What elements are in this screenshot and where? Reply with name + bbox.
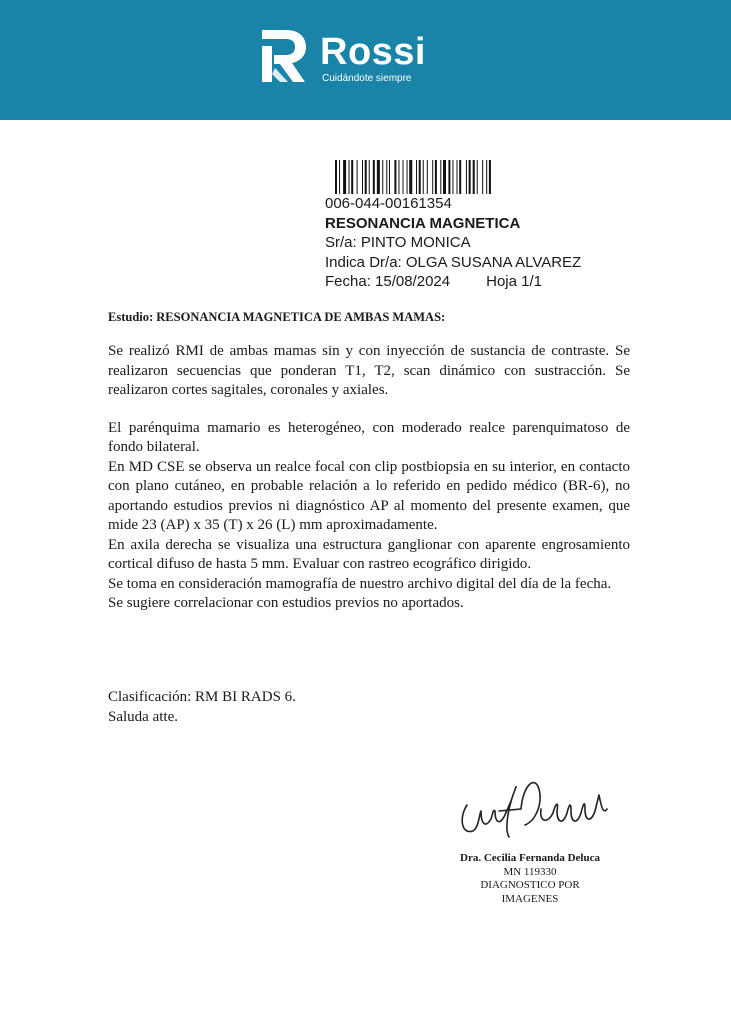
- signature-icon: [455, 765, 630, 845]
- rossi-logo-icon: [258, 28, 308, 84]
- page-number: Hoja 1/1: [486, 273, 542, 290]
- report-code: 006-044-00161354: [325, 195, 452, 212]
- report-date: Fecha: 15/08/2024: [325, 273, 451, 290]
- brand-logo: [258, 28, 458, 90]
- referring-doctor: Indica Dr/a: OLGA SUSANA ALVAREZ: [325, 253, 582, 271]
- report-date-line: [325, 272, 645, 292]
- report-type: RESONANCIA MAGNETICA: [325, 214, 521, 232]
- signer-license: MN 119330: [503, 865, 557, 878]
- paragraph-parenchyma: El parénquima mamario es heterogéneo, con moderado realce parenquimatoso de fondo bilateral.: [108, 419, 630, 455]
- paragraph-suggestion: Se sugiere correlacionar con estudios previos no aportados.: [108, 595, 464, 611]
- header-banner: [0, 0, 731, 120]
- brand-tagline: Cuidándote siempre: [322, 73, 412, 84]
- paragraph-technique: Se realizó RMI de ambas mamas sin y con inyección de sustancia de contraste. Se realizaron secuencias que ponderan T1, T2, scan dinámico con sustracción. Se realizaron cortes sagitales, coronales y axiales.: [108, 343, 630, 398]
- paragraph-axilla: En axila derecha se visualiza una estructura ganglionar con aparente engrosamiento cortical difuso de hasta 5 mm. Evaluar con rastreo ecográfico dirigido.: [108, 536, 630, 572]
- signer-department-line2: IMAGENES: [501, 892, 559, 905]
- salutation: Saluda atte.: [108, 709, 178, 725]
- closing: [108, 687, 296, 727]
- paragraph-finding: En MD CSE se observa un realce focal con clip postbiopsia en su interior, en contacto con plano cutáneo, en probable relación a lo referido en pedido médico (BR-6), no aportando estudios previos ni diagnóstico AP al momento del presente examen, que mide 23 (AP) x 35 (T) x 26 (L) mm aproximadamente.: [108, 458, 630, 533]
- report-meta: [325, 160, 645, 292]
- barcode-icon: [335, 160, 535, 194]
- signer-block: [440, 852, 620, 906]
- paragraph-mammography: Se toma en consideración mamografía de nuestro archivo digital del día de la fecha.: [108, 575, 612, 592]
- report-body: [108, 342, 630, 614]
- brand-name: Rossi: [320, 31, 426, 73]
- patient-name: Sr/a: PINTO MONICA: [325, 234, 471, 251]
- study-title: Estudio: RESONANCIA MAGNETICA DE AMBAS MAMAS:: [108, 310, 446, 324]
- classification: Clasificación: RM BI RADS 6.: [108, 689, 296, 705]
- signer-department-line1: DIAGNOSTICO POR: [480, 879, 580, 891]
- signer-name: Dra. Cecilia Fernanda Deluca: [460, 852, 600, 864]
